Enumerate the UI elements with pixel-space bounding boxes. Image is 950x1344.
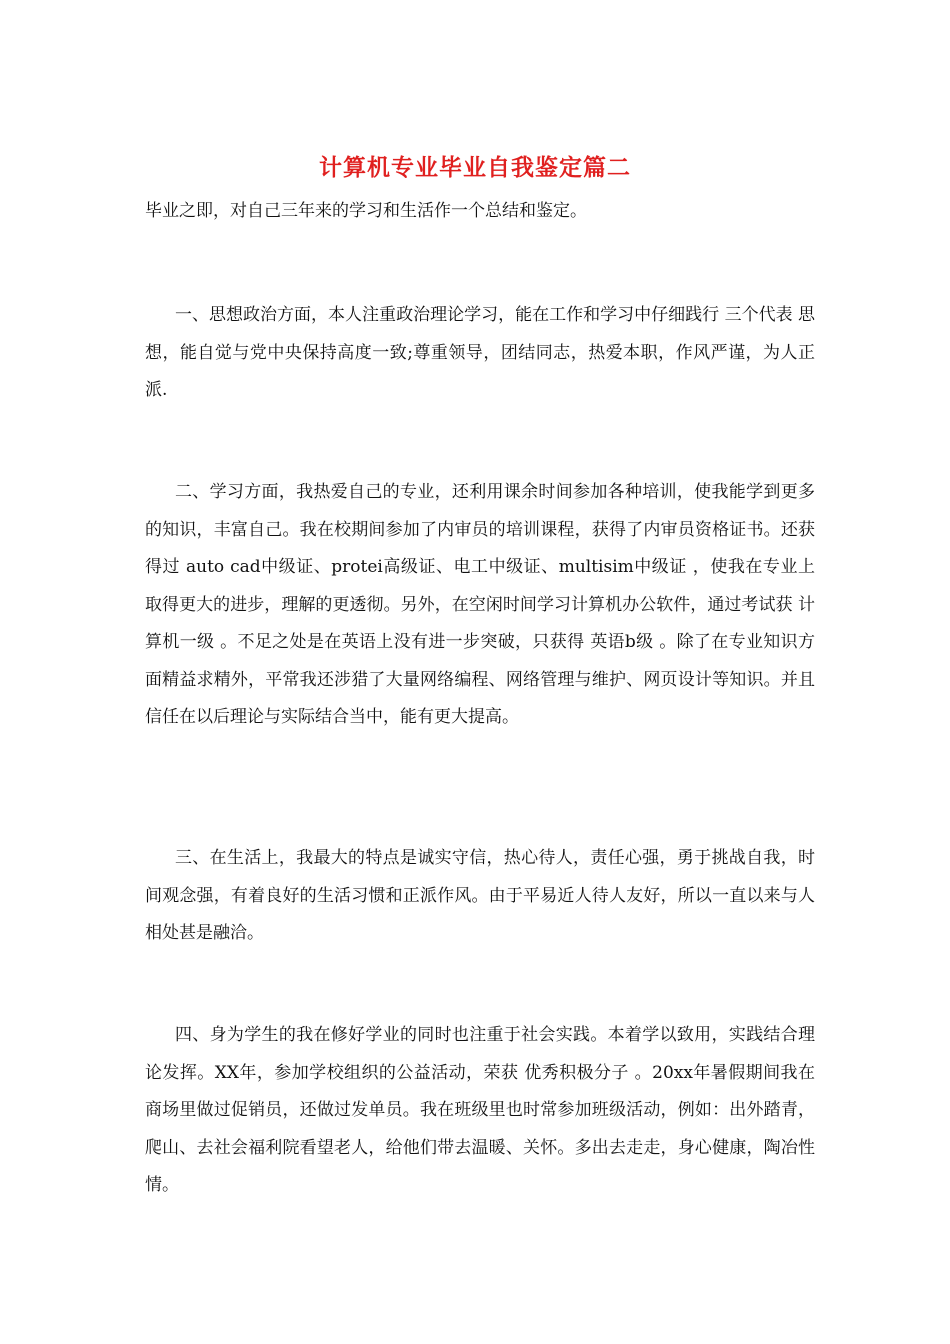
paragraph-life: 三、在生活上，我最大的特点是诚实守信，热心待人，责任心强，勇于挑战自我，时间观念强，有着良好的生活习惯和正派作风。由于平易近人待人友好，所以一直以来与人相处甚是融洽。 [145, 848, 815, 943]
paragraph-politics: 一、思想政治方面，本人注重政治理论学习，能在工作和学习中仔细践行 三个代表 思想，能自觉与党中央保持高度一致;尊重领导，团结同志，热爱本职，作风严谨，为人正派. [145, 305, 815, 400]
paragraph-practice: 四、身为学生的我在修好学业的同时也注重于社会实践。本着学以致用，实践结合理论发挥。XX年，参加学校组织的公益活动，荣获 优秀积极分子 。20xx年暑假期间我在商场里做过促销员，还做过发单员。我在班级里也时常参加班级活动，例如：出外踏青，爬山、去社会福利院看望老人，给他们带去温暖、关怀。多出去走走，身心健康，陶冶性情。 [145, 1025, 815, 1195]
document-title: 计算机专业毕业自我鉴定篇二 [319, 154, 631, 181]
intro-line: 毕业之即，对自己三年来的学习和生活作一个总结和鉴定。 [145, 201, 587, 221]
paragraph-study: 二、学习方面，我热爱自己的专业，还利用课余时间参加各种培训，使我能学到更多的知识，丰富自己。我在校期间参加了内审员的培训课程，获得了内审员资格证书。还获得过 auto cad中级证、protei高级证、电工中级证、multisim中级证 ，使我在专业上取得更大的进步，理解的更透彻。另外，在空闲时间学习计算机办公软件，通过考试获 计算机一级 。不足之处是在英语上没有进一步突破，只获得 英语b级 。除了在专业知识方面精益求精外，平常我还涉猎了大量网络编程、网络管理与维护、网页设计等知识。并且信任在以后理论与实际结合当中，能有更大提高。 [145, 482, 815, 727]
